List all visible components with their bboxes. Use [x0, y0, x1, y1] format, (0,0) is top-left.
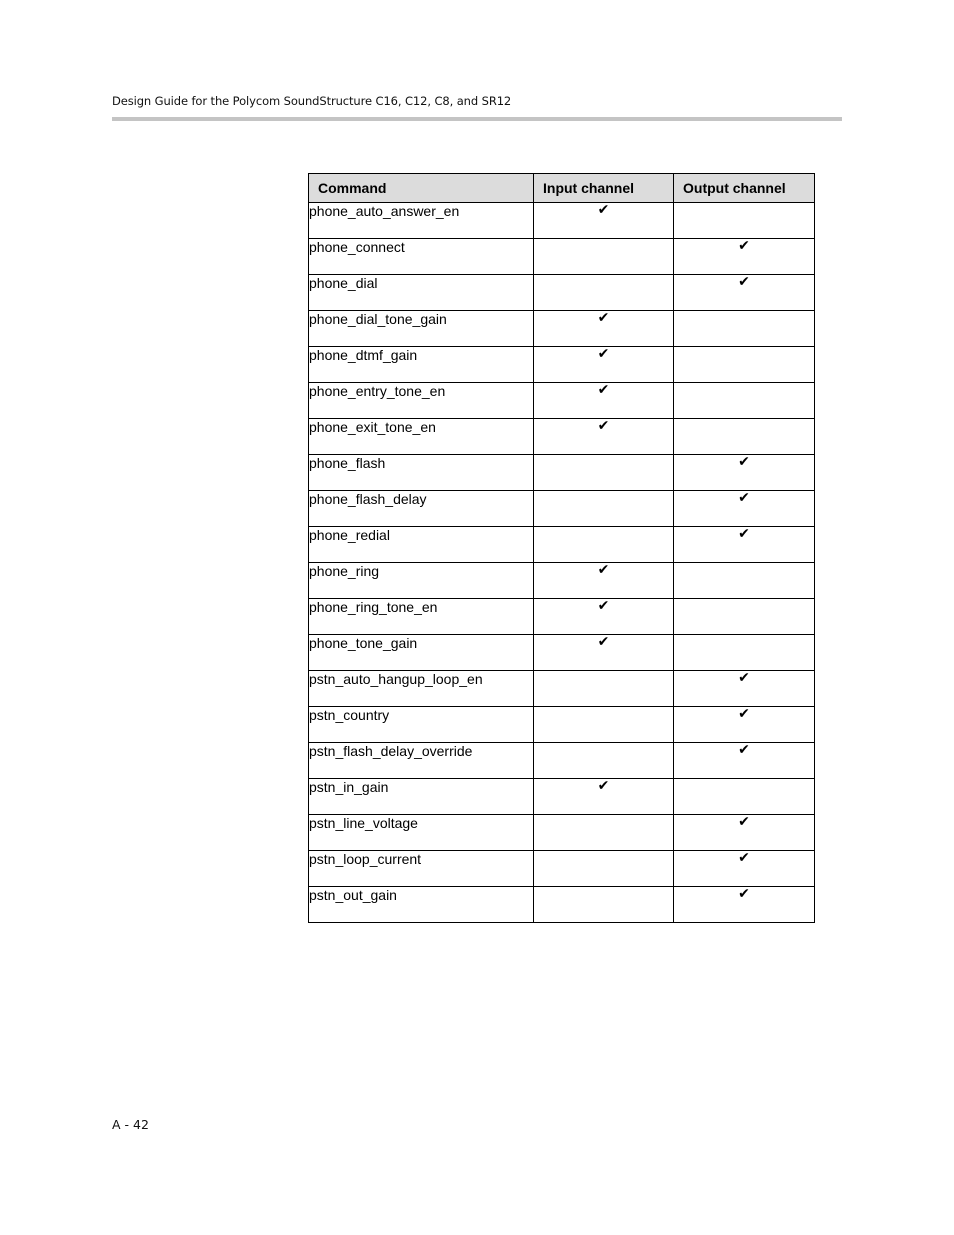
command-cell: phone_auto_answer_en	[309, 203, 534, 239]
input-channel-cell	[534, 707, 674, 743]
running-header: Design Guide for the Polycom SoundStructure C16, C12, C8, and SR12	[112, 94, 512, 108]
input-channel-cell	[534, 599, 674, 635]
command-cell: pstn_line_voltage	[309, 815, 534, 851]
table-row	[309, 311, 815, 347]
check-mark-icon: ✔	[597, 562, 610, 578]
output-channel-cell	[674, 851, 815, 887]
table-row	[309, 707, 815, 743]
check-mark-icon: ✔	[597, 382, 610, 398]
table-row	[309, 347, 815, 383]
input-channel-cell	[534, 491, 674, 527]
table-row	[309, 239, 815, 275]
check-mark-icon: ✔	[597, 598, 610, 614]
check-mark-icon: ✔	[738, 526, 750, 542]
check-mark-icon: ✔	[738, 886, 750, 902]
output-channel-cell	[674, 311, 815, 347]
command-cell: phone_dtmf_gain	[309, 347, 534, 383]
output-channel-cell	[674, 239, 815, 275]
command-cell: pstn_loop_current	[309, 851, 534, 887]
check-mark-icon: ✔	[597, 634, 610, 650]
check-mark-icon: ✔	[738, 814, 750, 830]
output-channel-cell	[674, 491, 815, 527]
input-channel-cell	[534, 851, 674, 887]
output-channel-cell	[674, 203, 815, 239]
table-row	[309, 491, 815, 527]
command-cell: phone_redial	[309, 527, 534, 563]
table-row	[309, 527, 815, 563]
table-row	[309, 275, 815, 311]
command-cell: phone_entry_tone_en	[309, 383, 534, 419]
output-channel-cell	[674, 275, 815, 311]
input-channel-cell	[534, 275, 674, 311]
table-row	[309, 887, 815, 923]
output-channel-cell	[674, 635, 815, 671]
table-row	[309, 851, 815, 887]
check-mark-icon: ✔	[597, 310, 610, 326]
column-header-input-channel: Input channel	[534, 174, 674, 203]
check-mark-icon: ✔	[738, 454, 750, 470]
command-cell: pstn_flash_delay_override	[309, 743, 534, 779]
table-row	[309, 419, 815, 455]
input-channel-cell	[534, 203, 674, 239]
command-cell: pstn_in_gain	[309, 779, 534, 815]
input-channel-cell	[534, 419, 674, 455]
output-channel-cell	[674, 527, 815, 563]
input-channel-cell	[534, 383, 674, 419]
command-cell: phone_dial_tone_gain	[309, 311, 534, 347]
command-cell: phone_ring_tone_en	[309, 599, 534, 635]
check-mark-icon: ✔	[597, 778, 610, 794]
check-mark-icon: ✔	[738, 850, 750, 866]
command-cell: phone_dial	[309, 275, 534, 311]
input-channel-cell	[534, 239, 674, 275]
table-row	[309, 599, 815, 635]
output-channel-cell	[674, 599, 815, 635]
output-channel-cell	[674, 779, 815, 815]
input-channel-cell	[534, 815, 674, 851]
input-channel-cell	[534, 779, 674, 815]
table-row	[309, 743, 815, 779]
input-channel-cell	[534, 527, 674, 563]
check-mark-icon: ✔	[738, 238, 750, 254]
input-channel-cell	[534, 635, 674, 671]
check-mark-icon: ✔	[738, 706, 750, 722]
command-table	[308, 173, 815, 923]
table-row	[309, 383, 815, 419]
page-number: A - 42	[112, 1117, 149, 1132]
input-channel-cell	[534, 743, 674, 779]
output-channel-cell	[674, 887, 815, 923]
command-cell: phone_ring	[309, 563, 534, 599]
output-channel-cell	[674, 383, 815, 419]
input-channel-cell	[534, 671, 674, 707]
header-rule	[112, 117, 842, 121]
column-header-command: Command	[309, 174, 534, 203]
command-cell: phone_exit_tone_en	[309, 419, 534, 455]
table-body	[309, 203, 815, 923]
table-row	[309, 203, 815, 239]
command-cell: phone_connect	[309, 239, 534, 275]
command-cell: pstn_auto_hangup_loop_en	[309, 671, 534, 707]
check-mark-icon: ✔	[597, 418, 610, 434]
input-channel-cell	[534, 563, 674, 599]
check-mark-icon: ✔	[597, 346, 610, 362]
table-row	[309, 635, 815, 671]
table-row	[309, 779, 815, 815]
check-mark-icon: ✔	[738, 274, 750, 290]
command-cell: pstn_out_gain	[309, 887, 534, 923]
table-row	[309, 455, 815, 491]
check-mark-icon: ✔	[738, 742, 750, 758]
check-mark-icon: ✔	[738, 490, 750, 506]
input-channel-cell	[534, 311, 674, 347]
command-cell: pstn_country	[309, 707, 534, 743]
output-channel-cell	[674, 671, 815, 707]
table-row	[309, 671, 815, 707]
check-mark-icon: ✔	[738, 670, 750, 686]
output-channel-cell	[674, 563, 815, 599]
output-channel-cell	[674, 743, 815, 779]
output-channel-cell	[674, 419, 815, 455]
input-channel-cell	[534, 347, 674, 383]
command-cell: phone_tone_gain	[309, 635, 534, 671]
input-channel-cell	[534, 455, 674, 491]
table-row	[309, 563, 815, 599]
output-channel-cell	[674, 347, 815, 383]
input-channel-cell	[534, 887, 674, 923]
table-header-row	[309, 174, 815, 203]
output-channel-cell	[674, 455, 815, 491]
check-mark-icon: ✔	[597, 202, 610, 218]
table-row	[309, 815, 815, 851]
command-cell: phone_flash_delay	[309, 491, 534, 527]
column-header-output-channel: Output channel	[674, 174, 815, 203]
command-cell: phone_flash	[309, 455, 534, 491]
output-channel-cell	[674, 815, 815, 851]
output-channel-cell	[674, 707, 815, 743]
